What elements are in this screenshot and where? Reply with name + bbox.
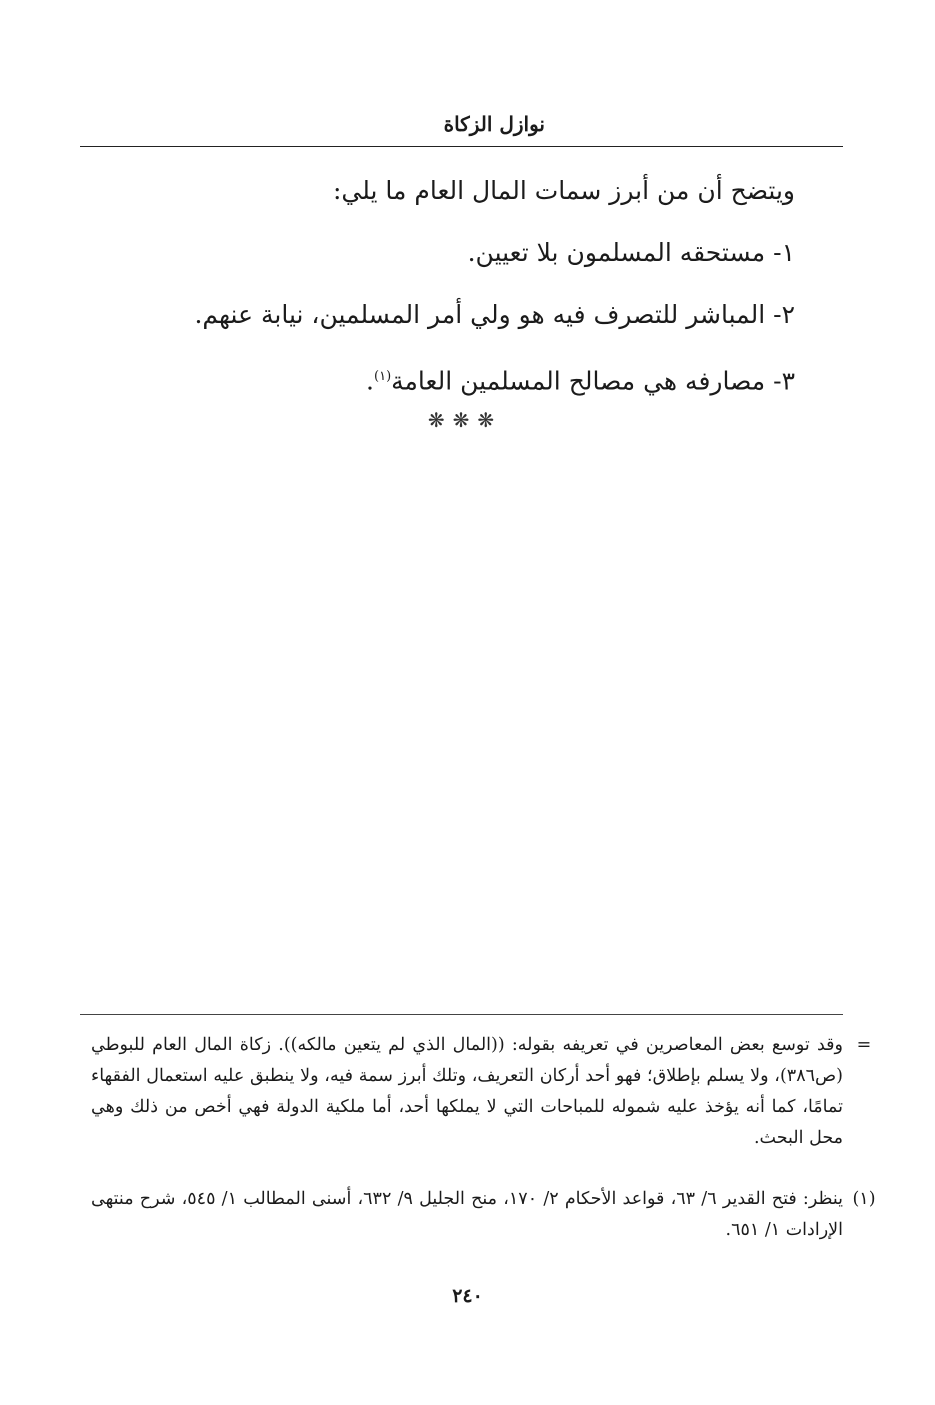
footnote-1-marker: (١) [852, 1189, 876, 1209]
list-item-3 [366, 360, 795, 398]
continuation-marker: = [856, 1035, 872, 1055]
footnote-continuation [91, 1030, 872, 1154]
intro-line: ويتضح أن من أبرز سمات المال العام ما يلي: [332, 176, 795, 205]
footnote-1-text: ينظر: فتح القدير ٦/ ٦٣، قواعد الأحكام ٢/ ١٧٠، منح الجليل ٩/ ٦٣٢، أسنى المطالب ١/ ٥٤٥، شرح منتهى الإرادات ١/ ٦٥١. [91, 1189, 843, 1240]
list-item-3-text: ٣- مصارفه هي مصالح المسلمين العامة [391, 366, 795, 396]
footnote-continuation-text: وقد توسع بعض المعاصرين في تعريفه بقوله: ((المال الذي لم يتعين مالكه)). زكاة المال العام للبوطي (ص٣٨٦)، ولا يسلم بإطلاق؛ فهو أحد أركان التعريف، وتلك أبرز سمة فيه، ولا ينطبق عليه استعمال الفقهاء تمامًا، كما أنه يؤخذ عليه شموله للمباحات التي لا يملكها أحد، أما ملكية الدولة فهي أخص من ذلك وهي محل البحث. [91, 1035, 843, 1148]
list-item-3-tail: . [366, 366, 374, 396]
list-item-1: ١- مستحقه المسلمون بلا تعيين. [467, 238, 795, 267]
footnote-1 [91, 1184, 876, 1246]
running-title: نوازل الزكاة [443, 112, 545, 136]
section-separator: ❋❋❋ [427, 408, 503, 432]
footnote-rule [80, 1014, 843, 1015]
list-item-2: ٢- المباشر للتصرف فيه هو ولي أمر المسلمين، نيابة عنهم. [194, 300, 795, 329]
page-number: ٢٤٠ [452, 1285, 483, 1307]
header-rule [80, 146, 843, 147]
footnote-ref-1: (١) [374, 369, 392, 384]
